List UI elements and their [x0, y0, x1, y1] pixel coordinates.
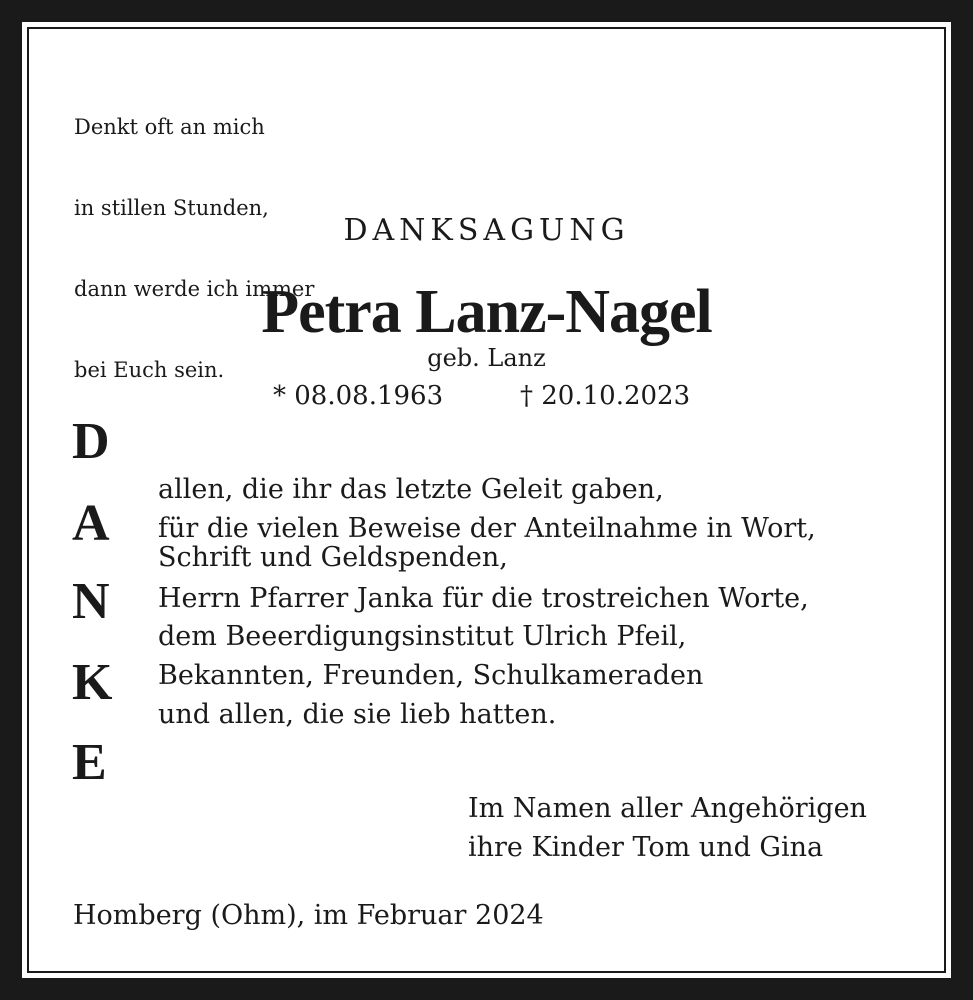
danke-letter-d: D — [72, 413, 110, 470]
motto-line: bei Euch sein. — [74, 358, 225, 382]
thanks-line: und allen, die sie lieb hatten. — [158, 699, 557, 730]
thanks-line: für die vielen Beweise der Anteilnahme in Wort, — [158, 513, 816, 544]
motto-line: Denkt oft an mich — [74, 115, 265, 139]
thanks-line: dem Beeerdigungsinstitut Ulrich Pfeil, — [158, 621, 687, 652]
motto-line: dann werde ich immer — [74, 277, 315, 301]
thanks-line: allen, die ihr das letzte Geleit gaben, — [158, 474, 664, 505]
birth-name: geb. Lanz — [427, 344, 546, 372]
danke-letter-e: E — [72, 734, 107, 791]
birth-date: * 08.08.1963 — [273, 381, 444, 411]
thanks-line: Herrn Pfarrer Janka für die trostreichen Worte, — [158, 583, 809, 614]
signature-line: ihre Kinder Tom und Gina — [468, 832, 824, 863]
thanks-line: Bekannten, Freunden, Schulkameraden — [158, 660, 704, 691]
deceased-name: Petra Lanz-Nagel — [261, 278, 712, 346]
danke-letter-a: A — [72, 495, 110, 552]
death-date: † 20.10.2023 — [520, 381, 691, 411]
heading-danksagung: DANKSAGUNG — [343, 213, 630, 248]
motto-line: in stillen Stunden, — [74, 196, 269, 220]
thanks-line: Schrift und Geldspenden, — [158, 542, 508, 573]
signature-line: Im Namen aller Angehörigen — [468, 793, 867, 824]
place-and-date: Homberg (Ohm), im Februar 2024 — [73, 900, 544, 931]
danke-letter-n: N — [72, 573, 110, 630]
danke-letter-k: K — [72, 654, 113, 711]
